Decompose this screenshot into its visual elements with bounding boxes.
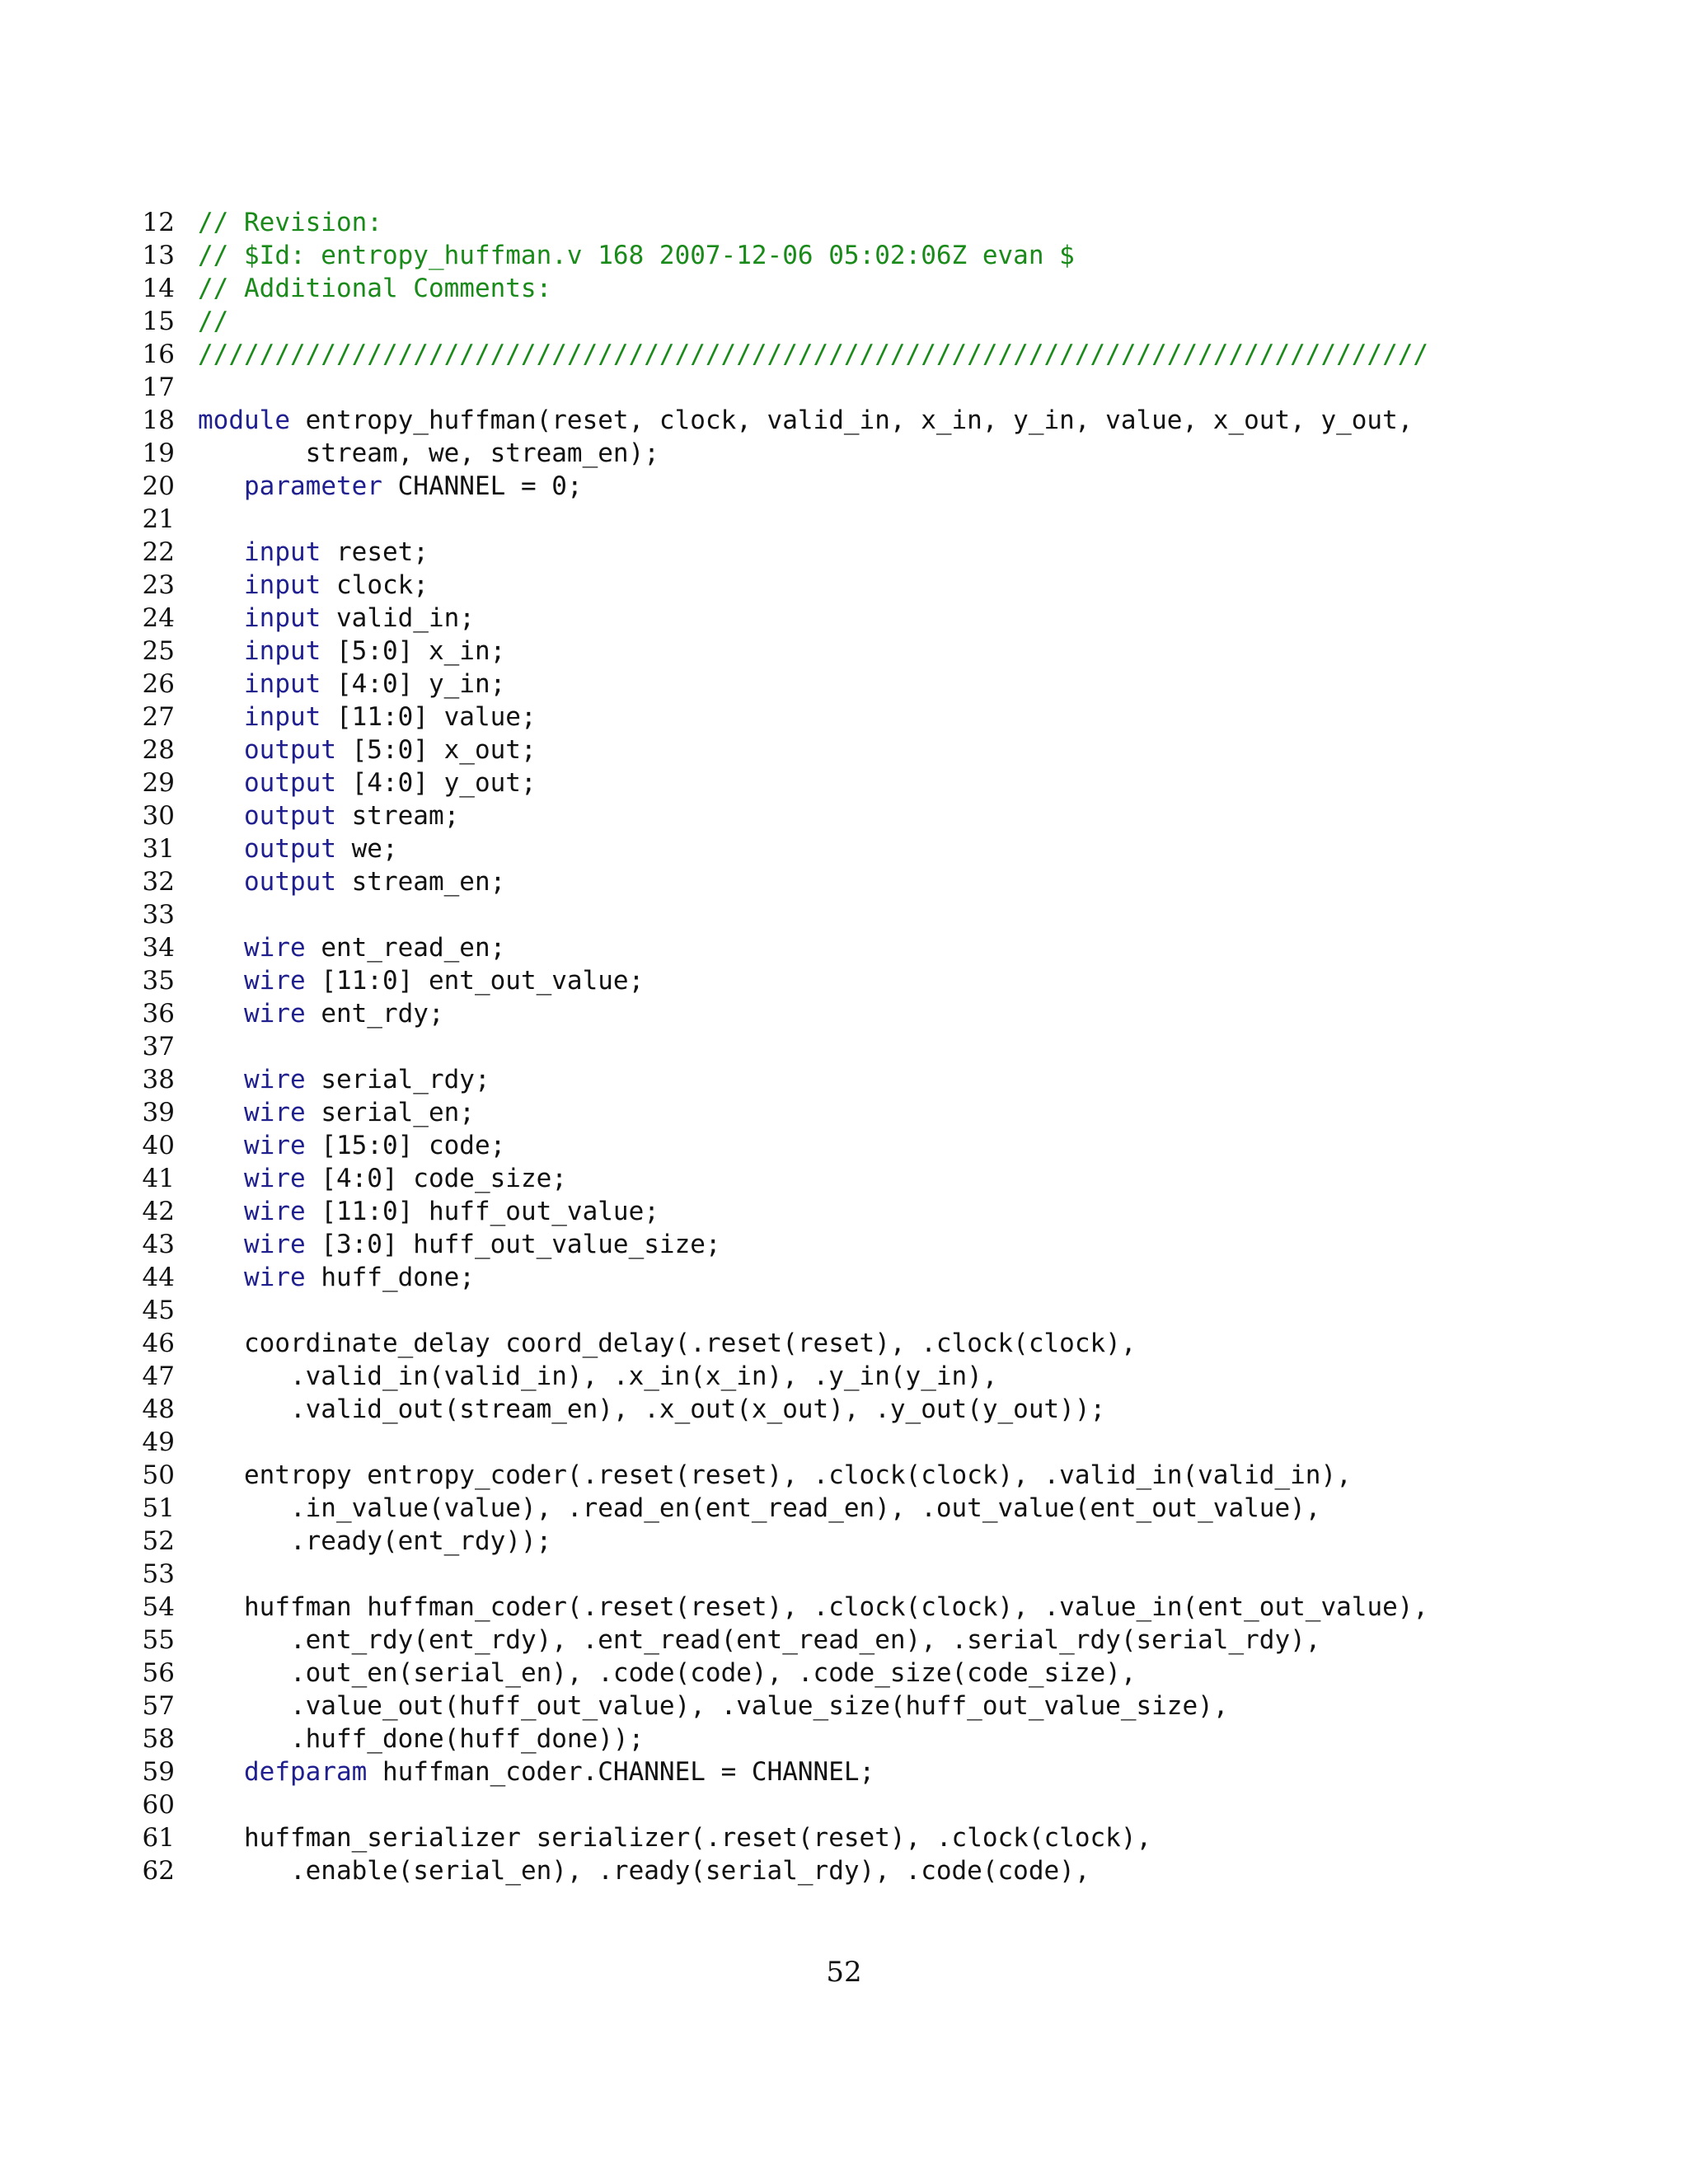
code-token: serial_rdy; xyxy=(305,1065,490,1094)
code-line xyxy=(142,997,1592,1030)
line-number: 24 xyxy=(142,603,175,633)
indent xyxy=(198,867,244,897)
code-text xyxy=(198,1162,567,1195)
code-token: [11:0] huff_out_value; xyxy=(305,1197,659,1226)
line-number: 62 xyxy=(142,1856,175,1886)
indent xyxy=(198,603,244,633)
line-number: 54 xyxy=(142,1592,175,1622)
code-text xyxy=(198,766,537,799)
line-number: 38 xyxy=(142,1065,175,1094)
code-text xyxy=(198,1591,1428,1624)
code-text xyxy=(198,1228,721,1261)
code-line xyxy=(142,1261,1592,1294)
code-token: .value_out(huff_out_value), .value_size(huff_out_value_size), xyxy=(289,1691,1229,1721)
code-line xyxy=(142,536,1592,569)
code-line xyxy=(142,1195,1592,1228)
code-line xyxy=(142,898,1592,931)
code-text xyxy=(198,206,382,239)
code-line xyxy=(142,1063,1592,1096)
line-number: 44 xyxy=(142,1263,175,1292)
code-keyword: input xyxy=(244,603,321,633)
code-text xyxy=(198,1063,490,1096)
line-number: 55 xyxy=(142,1625,175,1655)
indent xyxy=(198,1757,244,1787)
code-token: ent_read_en; xyxy=(305,933,506,963)
code-token: serial_en; xyxy=(305,1098,475,1127)
code-line xyxy=(142,206,1592,239)
code-line xyxy=(142,832,1592,865)
code-text xyxy=(198,832,398,865)
code-line xyxy=(142,733,1592,766)
indent xyxy=(198,1823,244,1853)
indent xyxy=(198,999,244,1029)
line-number: 43 xyxy=(142,1230,175,1259)
code-token: huffman_coder.CHANNEL = CHANNEL; xyxy=(367,1757,875,1787)
line-number: 17 xyxy=(142,373,175,402)
code-keyword: wire xyxy=(244,1197,306,1226)
code-line xyxy=(142,701,1592,733)
code-text xyxy=(198,1360,998,1393)
code-token: stream_en; xyxy=(335,867,506,897)
code-token: .valid_out(stream_en), .x_out(x_out), .y_out(y_out)); xyxy=(289,1394,1106,1424)
code-text xyxy=(198,470,583,503)
line-number: 14 xyxy=(142,274,175,303)
code-text xyxy=(198,635,505,668)
code-line xyxy=(142,404,1592,437)
indent xyxy=(198,801,244,831)
code-text xyxy=(198,305,228,338)
code-text xyxy=(198,997,444,1030)
code-line xyxy=(142,338,1592,371)
code-keyword: output xyxy=(244,834,336,864)
code-text xyxy=(198,1525,551,1558)
indent xyxy=(198,1065,244,1094)
code-keyword: module xyxy=(198,405,290,435)
code-token: [4:0] y_out; xyxy=(335,768,537,798)
line-number: 29 xyxy=(142,768,175,798)
code-line xyxy=(142,668,1592,701)
code-token: [4:0] code_size; xyxy=(305,1164,567,1193)
code-keyword: output xyxy=(244,867,336,897)
code-keyword: wire xyxy=(244,1065,306,1094)
code-line xyxy=(142,1690,1592,1722)
indent xyxy=(198,1526,290,1556)
code-token: we; xyxy=(335,834,398,864)
line-number: 59 xyxy=(142,1757,175,1787)
indent xyxy=(198,570,244,600)
code-token: stream, we, stream_en); xyxy=(305,438,659,468)
code-line xyxy=(142,1821,1592,1854)
code-line xyxy=(142,1360,1592,1393)
line-number: 41 xyxy=(142,1164,175,1193)
code-line xyxy=(142,470,1592,503)
code-token: clock; xyxy=(321,570,429,600)
code-comment: // $Id: entropy_huffman.v 168 2007-12-06 05:02:06Z evan $ xyxy=(198,241,1075,270)
code-token: entropy entropy_coder(.reset(reset), .clock(clock), .valid_in(valid_in), xyxy=(244,1460,1352,1490)
code-line xyxy=(142,1426,1592,1459)
code-text xyxy=(198,865,505,898)
indent xyxy=(198,1658,290,1688)
code-text xyxy=(198,1624,1320,1657)
indent xyxy=(198,471,244,501)
indent xyxy=(198,735,244,765)
line-number: 37 xyxy=(142,1032,175,1062)
line-number: 28 xyxy=(142,735,175,765)
line-number: 13 xyxy=(142,241,175,270)
indent xyxy=(198,1592,244,1622)
code-line xyxy=(142,1624,1592,1657)
code-token: valid_in; xyxy=(321,603,475,633)
code-line xyxy=(142,1854,1592,1887)
code-line xyxy=(142,1327,1592,1360)
line-number: 46 xyxy=(142,1329,175,1358)
code-line xyxy=(142,1657,1592,1690)
code-token: [5:0] x_in; xyxy=(321,636,506,666)
code-keyword: wire xyxy=(244,966,306,996)
code-line xyxy=(142,305,1592,338)
code-token: [3:0] huff_out_value_size; xyxy=(305,1230,721,1259)
code-keyword: output xyxy=(244,735,336,765)
line-number: 33 xyxy=(142,900,175,930)
code-line xyxy=(142,865,1592,898)
code-token: [15:0] code; xyxy=(305,1131,506,1160)
code-token: huffman huffman_coder(.reset(reset), .clock(clock), .value_in(ent_out_value), xyxy=(244,1592,1429,1622)
code-line xyxy=(142,239,1592,272)
line-number: 15 xyxy=(142,307,175,336)
indent xyxy=(198,834,244,864)
code-token: .huff_done(huff_done)); xyxy=(289,1724,645,1754)
line-number: 51 xyxy=(142,1493,175,1523)
code-line xyxy=(142,1755,1592,1788)
line-number: 50 xyxy=(142,1460,175,1490)
indent xyxy=(198,1197,244,1226)
code-line xyxy=(142,602,1592,635)
code-line xyxy=(142,1228,1592,1261)
line-number: 47 xyxy=(142,1361,175,1391)
line-number: 31 xyxy=(142,834,175,864)
code-text xyxy=(198,799,459,832)
code-text xyxy=(198,569,429,602)
line-number: 19 xyxy=(142,438,175,468)
code-text xyxy=(198,437,659,470)
code-text xyxy=(198,239,1075,272)
indent xyxy=(198,537,244,567)
line-number: 18 xyxy=(142,405,175,435)
indent xyxy=(198,1361,290,1391)
line-number: 36 xyxy=(142,999,175,1029)
code-text xyxy=(198,1261,475,1294)
code-line xyxy=(142,569,1592,602)
code-text xyxy=(198,1755,874,1788)
code-text xyxy=(198,404,1413,437)
code-keyword: input xyxy=(244,537,321,567)
code-line xyxy=(142,635,1592,668)
line-number: 27 xyxy=(142,702,175,732)
code-keyword: parameter xyxy=(244,471,382,501)
code-text xyxy=(198,1129,505,1162)
line-number: 21 xyxy=(142,504,175,534)
indent xyxy=(198,438,306,468)
indent xyxy=(198,1263,244,1292)
line-number: 49 xyxy=(142,1427,175,1457)
line-number: 23 xyxy=(142,570,175,600)
indent xyxy=(198,1691,290,1721)
code-line xyxy=(142,799,1592,832)
code-token: [11:0] value; xyxy=(321,702,537,732)
code-keyword: input xyxy=(244,570,321,600)
line-number: 35 xyxy=(142,966,175,996)
code-token: stream; xyxy=(335,801,460,831)
code-keyword: wire xyxy=(244,1098,306,1127)
code-text xyxy=(198,602,475,635)
code-token: .ready(ent_rdy)); xyxy=(289,1526,552,1556)
code-token: reset; xyxy=(321,537,429,567)
code-line xyxy=(142,1722,1592,1755)
code-text xyxy=(198,1195,659,1228)
code-text xyxy=(198,964,644,997)
line-number: 25 xyxy=(142,636,175,666)
code-keyword: wire xyxy=(244,1263,306,1292)
line-number: 61 xyxy=(142,1823,175,1853)
code-line xyxy=(142,1096,1592,1129)
code-line xyxy=(142,437,1592,470)
code-line xyxy=(142,1492,1592,1525)
line-number: 20 xyxy=(142,471,175,501)
code-text xyxy=(198,701,537,733)
indent xyxy=(198,1493,290,1523)
code-text xyxy=(198,1327,1137,1360)
code-token: coordinate_delay coord_delay(.reset(reset), .clock(clock), xyxy=(244,1329,1137,1358)
indent xyxy=(198,1131,244,1160)
code-text xyxy=(198,1393,1105,1426)
code-text xyxy=(198,338,1428,371)
indent xyxy=(198,1856,290,1886)
line-number: 53 xyxy=(142,1559,175,1589)
code-text xyxy=(198,1492,1320,1525)
code-line xyxy=(142,272,1592,305)
code-keyword: wire xyxy=(244,933,306,963)
code-comment: // xyxy=(198,307,229,336)
code-keyword: output xyxy=(244,801,336,831)
code-token: ent_rdy; xyxy=(305,999,444,1029)
line-number: 26 xyxy=(142,669,175,699)
indent xyxy=(198,1230,244,1259)
indent xyxy=(198,768,244,798)
indent xyxy=(198,1329,244,1358)
code-listing xyxy=(142,206,1592,1887)
code-keyword: wire xyxy=(244,1230,306,1259)
indent xyxy=(198,702,244,732)
line-number: 30 xyxy=(142,801,175,831)
line-number: 16 xyxy=(142,340,175,369)
code-line xyxy=(142,503,1592,536)
line-number: 34 xyxy=(142,933,175,963)
code-comment: // Revision: xyxy=(198,208,382,237)
code-token: .out_en(serial_en), .code(code), .code_size(code_size), xyxy=(289,1658,1137,1688)
line-number: 12 xyxy=(142,208,175,237)
line-number: 45 xyxy=(142,1296,175,1325)
code-token: .ent_rdy(ent_rdy), .ent_read(ent_read_en), .serial_rdy(serial_rdy), xyxy=(289,1625,1321,1655)
code-text xyxy=(198,931,505,964)
code-line xyxy=(142,1294,1592,1327)
code-line xyxy=(142,766,1592,799)
code-text xyxy=(198,536,429,569)
code-text xyxy=(198,733,537,766)
indent xyxy=(198,636,244,666)
code-token: CHANNEL = 0; xyxy=(382,471,583,501)
code-keyword: input xyxy=(244,702,321,732)
code-text xyxy=(198,1690,1228,1722)
indent xyxy=(198,1625,290,1655)
code-line xyxy=(142,1393,1592,1426)
code-line xyxy=(142,1591,1592,1624)
code-line xyxy=(142,1558,1592,1591)
indent xyxy=(198,933,244,963)
indent xyxy=(198,1460,244,1490)
code-comment: //////////////////////////////////////////////////////////////////////////////// xyxy=(198,340,1429,369)
line-number: 22 xyxy=(142,537,175,567)
line-number: 57 xyxy=(142,1691,175,1721)
code-token: .in_value(value), .read_en(ent_read_en), .out_value(ent_out_value), xyxy=(289,1493,1321,1523)
code-keyword: defparam xyxy=(244,1757,368,1787)
code-line xyxy=(142,1129,1592,1162)
code-comment: // Additional Comments: xyxy=(198,274,552,303)
code-token: [11:0] ent_out_value; xyxy=(305,966,645,996)
code-line xyxy=(142,1788,1592,1821)
code-token: [4:0] y_in; xyxy=(321,669,506,699)
code-token: [5:0] x_out; xyxy=(335,735,537,765)
indent xyxy=(198,1098,244,1127)
line-number: 40 xyxy=(142,1131,175,1160)
indent xyxy=(198,1724,290,1754)
line-number: 60 xyxy=(142,1790,175,1820)
line-number: 48 xyxy=(142,1394,175,1424)
code-text xyxy=(198,668,505,701)
line-number: 42 xyxy=(142,1197,175,1226)
code-text xyxy=(198,1821,1151,1854)
code-keyword: wire xyxy=(244,1131,306,1160)
code-line xyxy=(142,371,1592,404)
code-keyword: wire xyxy=(244,1164,306,1193)
code-line xyxy=(142,1525,1592,1558)
code-line xyxy=(142,964,1592,997)
code-line xyxy=(142,1459,1592,1492)
indent xyxy=(198,1394,290,1424)
line-number: 32 xyxy=(142,867,175,897)
code-token: huffman_serializer serializer(.reset(reset), .clock(clock), xyxy=(244,1823,1152,1853)
code-text xyxy=(198,1854,1090,1887)
code-text xyxy=(198,1096,475,1129)
code-keyword: input xyxy=(244,669,321,699)
code-token: entropy_huffman(reset, clock, valid_in, x_in, y_in, value, x_out, y_out, xyxy=(289,405,1414,435)
indent xyxy=(198,966,244,996)
code-token: huff_done; xyxy=(305,1263,475,1292)
indent xyxy=(198,669,244,699)
code-keyword: output xyxy=(244,768,336,798)
code-text xyxy=(198,1459,1352,1492)
code-keyword: input xyxy=(244,636,321,666)
code-line xyxy=(142,1162,1592,1195)
code-token: .valid_in(valid_in), .x_in(x_in), .y_in(y_in), xyxy=(289,1361,998,1391)
line-number: 39 xyxy=(142,1098,175,1127)
code-keyword: wire xyxy=(244,999,306,1029)
line-number: 58 xyxy=(142,1724,175,1754)
code-line xyxy=(142,931,1592,964)
code-text xyxy=(198,1722,644,1755)
code-text xyxy=(198,272,551,305)
code-line xyxy=(142,1030,1592,1063)
line-number: 52 xyxy=(142,1526,175,1556)
line-number: 56 xyxy=(142,1658,175,1688)
code-token: .enable(serial_en), .ready(serial_rdy), .code(code), xyxy=(289,1856,1090,1886)
code-text xyxy=(198,1657,1136,1690)
page-number: 52 xyxy=(826,1956,862,1989)
indent xyxy=(198,1164,244,1193)
